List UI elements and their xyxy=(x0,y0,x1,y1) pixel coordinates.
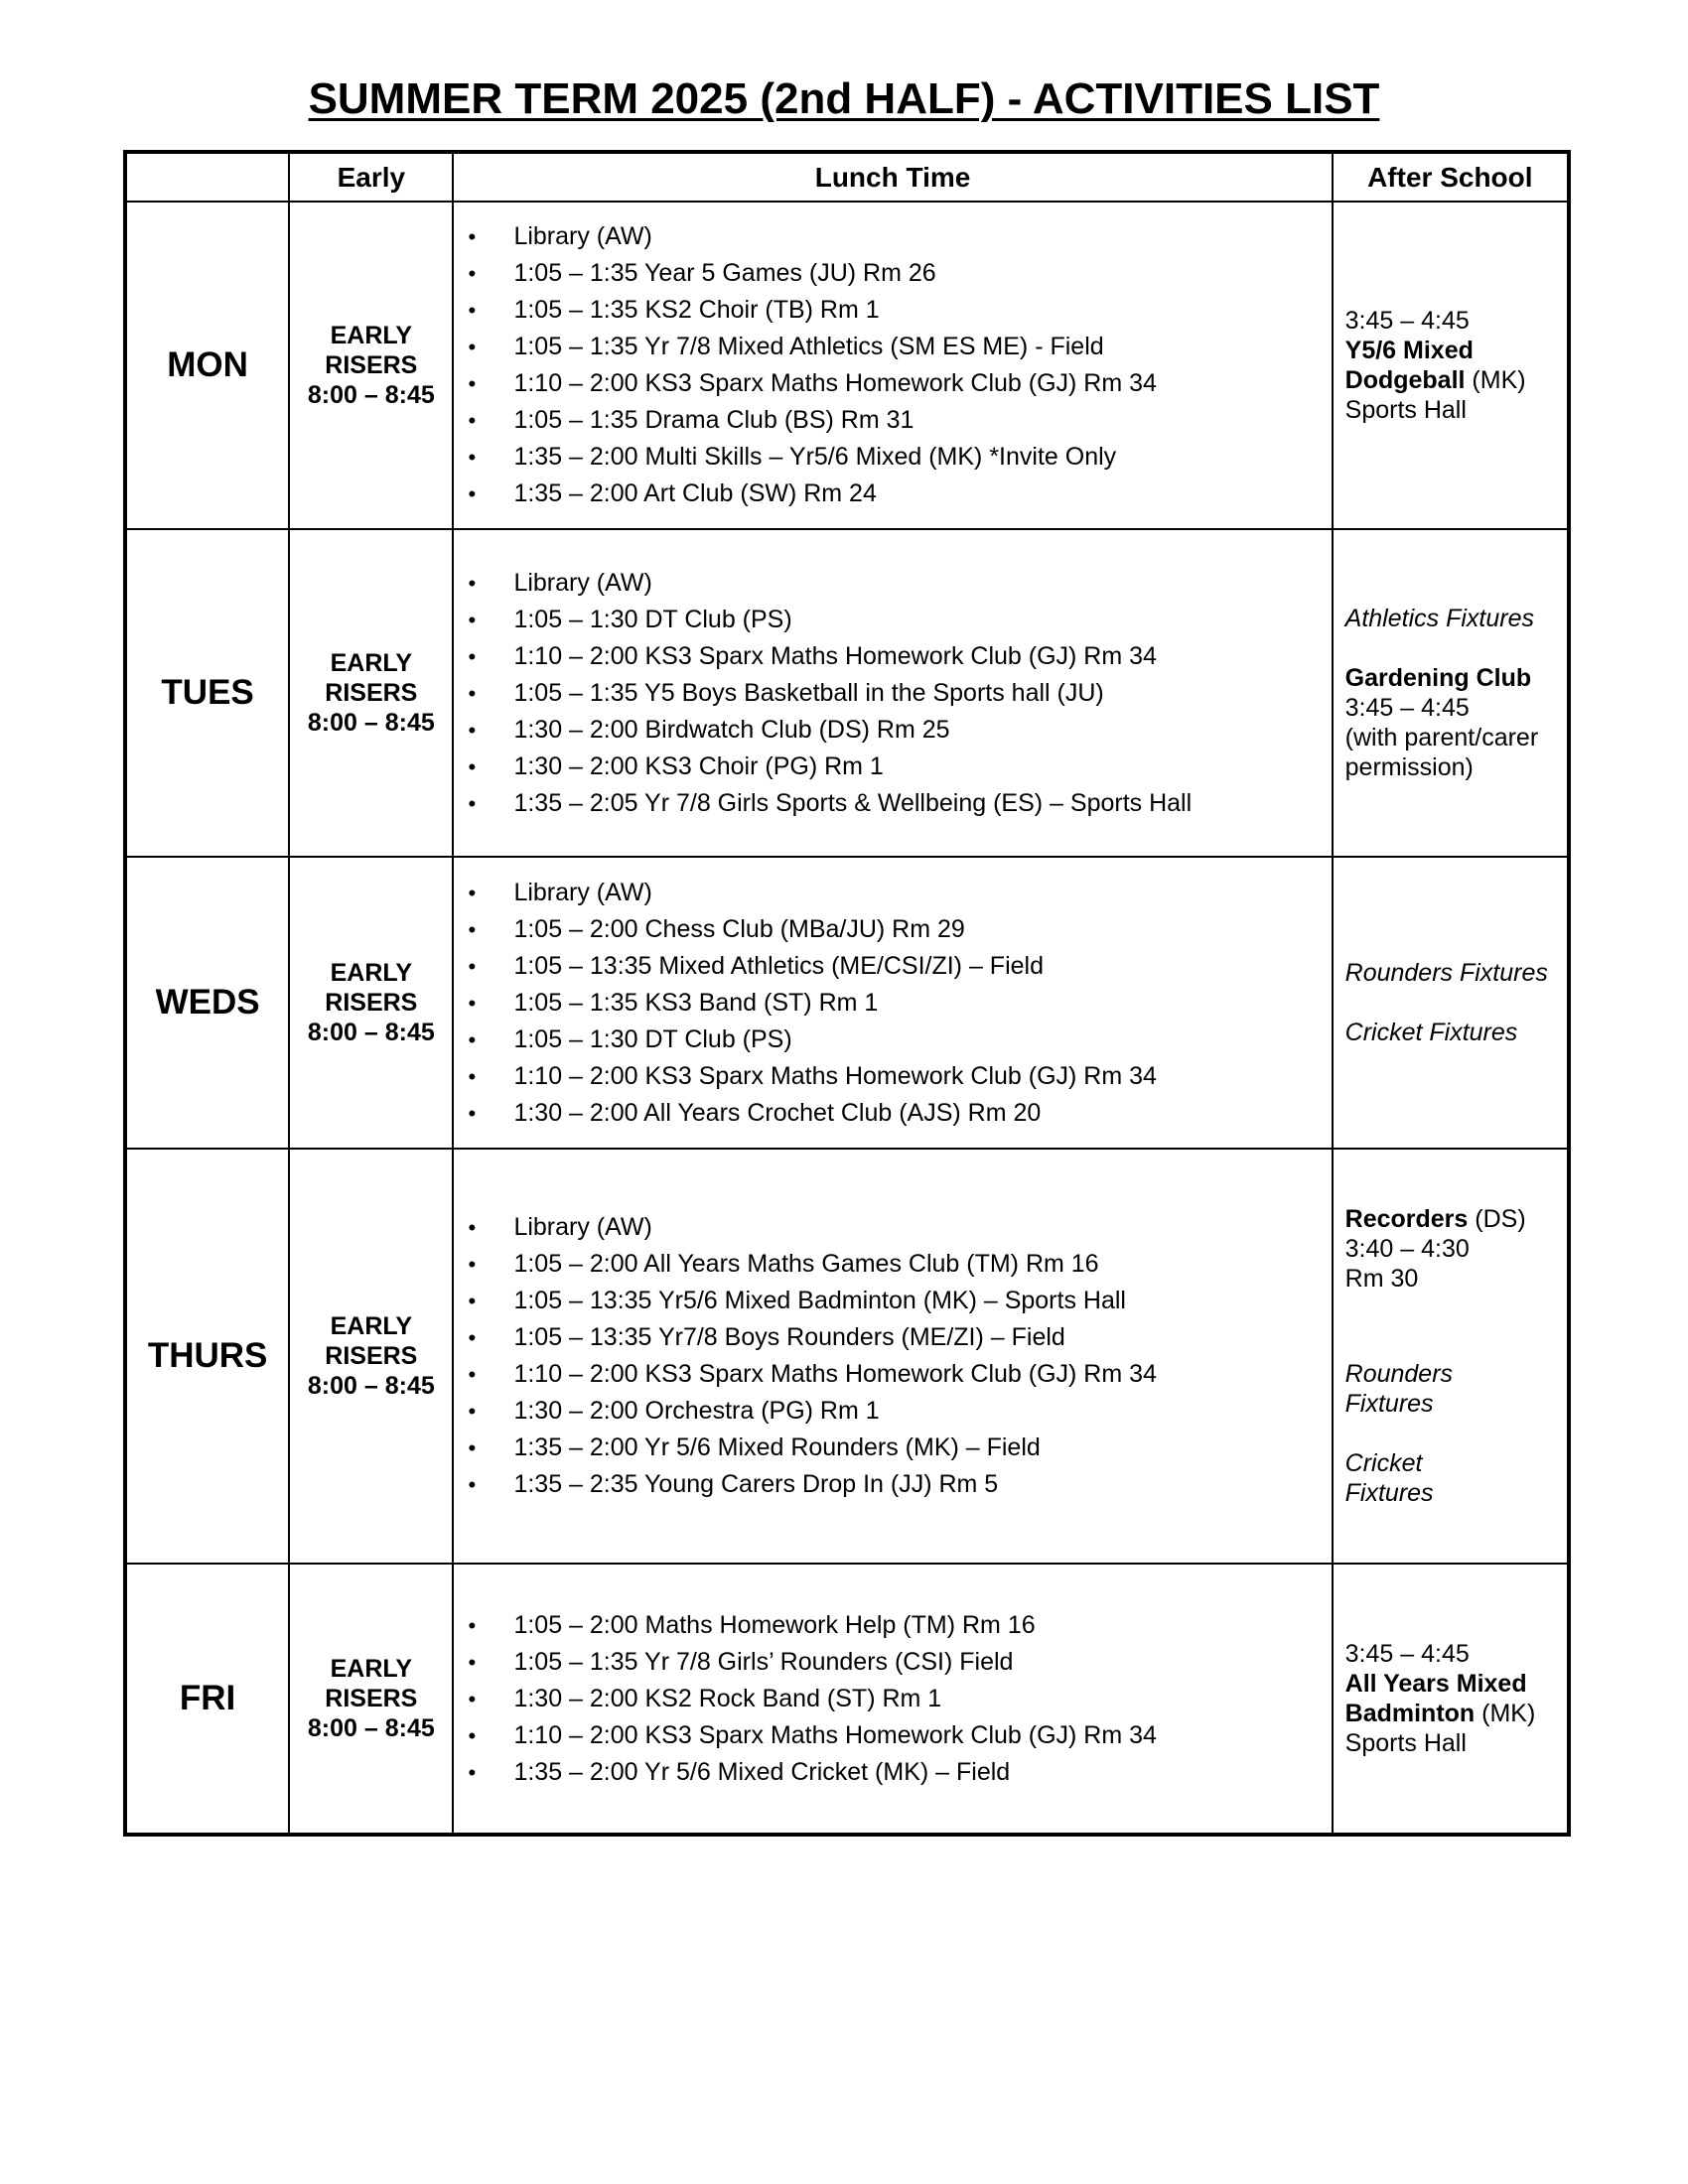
header-day xyxy=(125,152,289,202)
early-line1: EARLY xyxy=(330,1312,413,1340)
early-cell-tues xyxy=(289,529,453,857)
early-cell-thurs xyxy=(289,1149,453,1564)
list-item: • 1:05 – 1:35 Yr 7/8 Girls’ Rounders (CSI) Field xyxy=(468,1644,1331,1681)
header-after: After School xyxy=(1333,152,1569,202)
list-item: • 1:35 – 2:05 Yr 7/8 Girls Sports & Wellbeing (ES) – Sports Hall xyxy=(468,785,1331,822)
after-fixtures-rounders-2: Fixtures xyxy=(1344,1390,1434,1418)
after-activity: All Years Mixed Badminton xyxy=(1344,1670,1527,1727)
after-activity: Y5/6 Mixed Dodgeball xyxy=(1344,337,1474,394)
after-staff: (MK) xyxy=(1465,366,1526,394)
early-time: 8:00 – 8:45 xyxy=(307,709,435,737)
list-item: • 1:30 – 2:00 Birdwatch Club (DS) Rm 25 xyxy=(468,712,1331,749)
list-item: • 1:10 – 2:00 KS3 Sparx Maths Homework Club (GJ) Rm 34 xyxy=(468,638,1331,675)
after-place: Rm 30 xyxy=(1344,1265,1419,1293)
early-line2: RISERS xyxy=(325,351,418,379)
list-item: • 1:10 – 2:00 KS3 Sparx Maths Homework Club (GJ) Rm 34 xyxy=(468,1356,1331,1393)
early-cell-fri xyxy=(289,1564,453,1835)
list-item: • 1:05 – 2:00 Chess Club (MBa/JU) Rm 29 xyxy=(468,911,1331,948)
day-label-thurs: THURS xyxy=(125,1149,289,1564)
lunch-cell-fri xyxy=(453,1564,1332,1835)
after-fixtures-rounders: Rounders Fixtures xyxy=(1344,959,1548,987)
row-weds xyxy=(125,857,1569,1149)
after-activity-line xyxy=(1345,1669,1567,1728)
list-item: • 1:05 – 13:35 Yr5/6 Mixed Badminton (MK) – Sports Hall xyxy=(468,1283,1331,1319)
list-item: • 1:05 – 1:35 Drama Club (BS) Rm 31 xyxy=(468,402,1331,439)
early-line1: EARLY xyxy=(330,322,413,349)
list-item: • Library (AW) xyxy=(468,565,1331,602)
row-thurs xyxy=(125,1149,1569,1564)
list-item: • 1:30 – 2:00 KS2 Rock Band (ST) Rm 1 xyxy=(468,1681,1331,1717)
day-label-fri: FRI xyxy=(125,1564,289,1835)
lunch-cell-weds xyxy=(453,857,1332,1149)
after-staff: (MK) xyxy=(1475,1700,1536,1727)
after-activity: Gardening Club xyxy=(1344,664,1532,692)
after-cell-weds xyxy=(1333,857,1569,1149)
list-item: • Library (AW) xyxy=(468,1209,1331,1246)
list-item: • 1:05 – 1:30 DT Club (PS) xyxy=(468,602,1331,638)
list-item: • 1:30 – 2:00 All Years Crochet Club (AJS) Rm 20 xyxy=(468,1095,1331,1132)
early-time: 8:00 – 8:45 xyxy=(307,381,435,409)
early-time: 8:00 – 8:45 xyxy=(307,1714,435,1742)
row-fri xyxy=(125,1564,1569,1835)
after-fixtures-cricket: Cricket Fixtures xyxy=(1344,1019,1518,1046)
day-label-mon: MON xyxy=(125,202,289,529)
activities-table xyxy=(123,150,1571,1837)
list-item: • 1:30 – 2:00 Orchestra (PG) Rm 1 xyxy=(468,1393,1331,1430)
list-item: • Library (AW) xyxy=(468,218,1331,255)
list-item: • 1:10 – 2:00 KS3 Sparx Maths Homework Club (GJ) Rm 34 xyxy=(468,1058,1331,1095)
list-item: • 1:05 – 1:35 KS3 Band (ST) Rm 1 xyxy=(468,985,1331,1022)
list-item: • 1:05 – 2:00 Maths Homework Help (TM) Rm 16 xyxy=(468,1607,1331,1644)
header-lunch: Lunch Time xyxy=(453,152,1332,202)
after-time: 3:40 – 4:30 xyxy=(1344,1235,1470,1263)
list-item: • Library (AW) xyxy=(468,875,1331,911)
list-item: • 1:35 – 2:00 Yr 5/6 Mixed Cricket (MK) – Field xyxy=(468,1754,1331,1791)
early-line1: EARLY xyxy=(330,649,413,677)
after-fixtures-cricket: Cricket xyxy=(1344,1449,1423,1477)
lunch-list-fri xyxy=(454,1607,1331,1791)
day-label-weds: WEDS xyxy=(125,857,289,1149)
header-early: Early xyxy=(289,152,453,202)
after-activity-line xyxy=(1345,336,1567,395)
lunch-cell-tues xyxy=(453,529,1332,857)
list-item: • 1:35 – 2:00 Art Club (SW) Rm 24 xyxy=(468,476,1331,512)
after-fixtures-cricket-2: Fixtures xyxy=(1344,1479,1434,1507)
lunch-list-thurs xyxy=(454,1209,1331,1503)
row-tues xyxy=(125,529,1569,857)
list-item: • 1:30 – 2:00 KS3 Choir (PG) Rm 1 xyxy=(468,749,1331,785)
after-cell-mon xyxy=(1333,202,1569,529)
after-fixtures-rounders: Rounders xyxy=(1344,1360,1454,1388)
after-time: 3:45 – 4:45 xyxy=(1344,1640,1470,1668)
row-mon xyxy=(125,202,1569,529)
lunch-cell-mon xyxy=(453,202,1332,529)
list-item: • 1:10 – 2:00 KS3 Sparx Maths Homework Club (GJ) Rm 34 xyxy=(468,1717,1331,1754)
after-activity: Recorders xyxy=(1344,1205,1469,1233)
list-item: • 1:35 – 2:00 Yr 5/6 Mixed Rounders (MK) – Field xyxy=(468,1430,1331,1466)
early-time: 8:00 – 8:45 xyxy=(307,1019,435,1046)
list-item: • 1:05 – 1:35 Yr 7/8 Mixed Athletics (SM ES ME) - Field xyxy=(468,329,1331,365)
early-line1: EARLY xyxy=(330,1655,413,1683)
after-cell-thurs xyxy=(1333,1149,1569,1564)
table-header-row xyxy=(125,152,1569,202)
page-title xyxy=(0,71,1688,127)
early-cell-mon xyxy=(289,202,453,529)
after-place: Sports Hall xyxy=(1344,396,1467,424)
list-item: • 1:05 – 13:35 Mixed Athletics (ME/CSI/ZI) – Field xyxy=(468,948,1331,985)
spacer xyxy=(1345,633,1567,663)
day-label-tues: TUES xyxy=(125,529,289,857)
list-item: • 1:05 – 13:35 Yr7/8 Boys Rounders (ME/ZI) – Field xyxy=(468,1319,1331,1356)
spacer xyxy=(1345,988,1567,1018)
after-fixtures: Athletics Fixtures xyxy=(1344,605,1534,632)
spacer xyxy=(1345,1419,1567,1448)
list-item: • 1:05 – 1:30 DT Club (PS) xyxy=(468,1022,1331,1058)
after-note: (with parent/carer permission) xyxy=(1344,724,1539,781)
early-line2: RISERS xyxy=(325,1342,418,1370)
list-item: • 1:05 – 1:35 Y5 Boys Basketball in the Sports hall (JU) xyxy=(468,675,1331,712)
list-item: • 1:35 – 2:00 Multi Skills – Yr5/6 Mixed (MK) *Invite Only xyxy=(468,439,1331,476)
early-cell-weds xyxy=(289,857,453,1149)
list-item: • 1:10 – 2:00 KS3 Sparx Maths Homework Club (GJ) Rm 34 xyxy=(468,365,1331,402)
early-line2: RISERS xyxy=(325,679,418,707)
lunch-list-weds xyxy=(454,875,1331,1132)
list-item: • 1:05 – 1:35 Year 5 Games (JU) Rm 26 xyxy=(468,255,1331,292)
list-item: • 1:05 – 2:00 All Years Maths Games Club (TM) Rm 16 xyxy=(468,1246,1331,1283)
early-line1: EARLY xyxy=(330,959,413,987)
lunch-list-tues xyxy=(454,565,1331,822)
lunch-cell-thurs xyxy=(453,1149,1332,1564)
early-line2: RISERS xyxy=(325,1685,418,1712)
spacer xyxy=(1345,1294,1567,1359)
after-place: Sports Hall xyxy=(1344,1729,1467,1757)
after-cell-fri xyxy=(1333,1564,1569,1835)
early-time: 8:00 – 8:45 xyxy=(307,1372,435,1400)
after-time: 3:45 – 4:45 xyxy=(1344,307,1470,335)
list-item: • 1:05 – 1:35 KS2 Choir (TB) Rm 1 xyxy=(468,292,1331,329)
page-title-text: SUMMER TERM 2025 (2nd HALF) - ACTIVITIES LIST xyxy=(308,74,1380,123)
after-cell-tues xyxy=(1333,529,1569,857)
after-time: 3:45 – 4:45 xyxy=(1344,694,1470,722)
after-staff: (DS) xyxy=(1468,1205,1526,1233)
early-line2: RISERS xyxy=(325,989,418,1017)
after-activity-line xyxy=(1345,1204,1567,1234)
lunch-list-mon xyxy=(454,218,1331,512)
list-item: • 1:35 – 2:35 Young Carers Drop In (JJ) Rm 5 xyxy=(468,1466,1331,1503)
